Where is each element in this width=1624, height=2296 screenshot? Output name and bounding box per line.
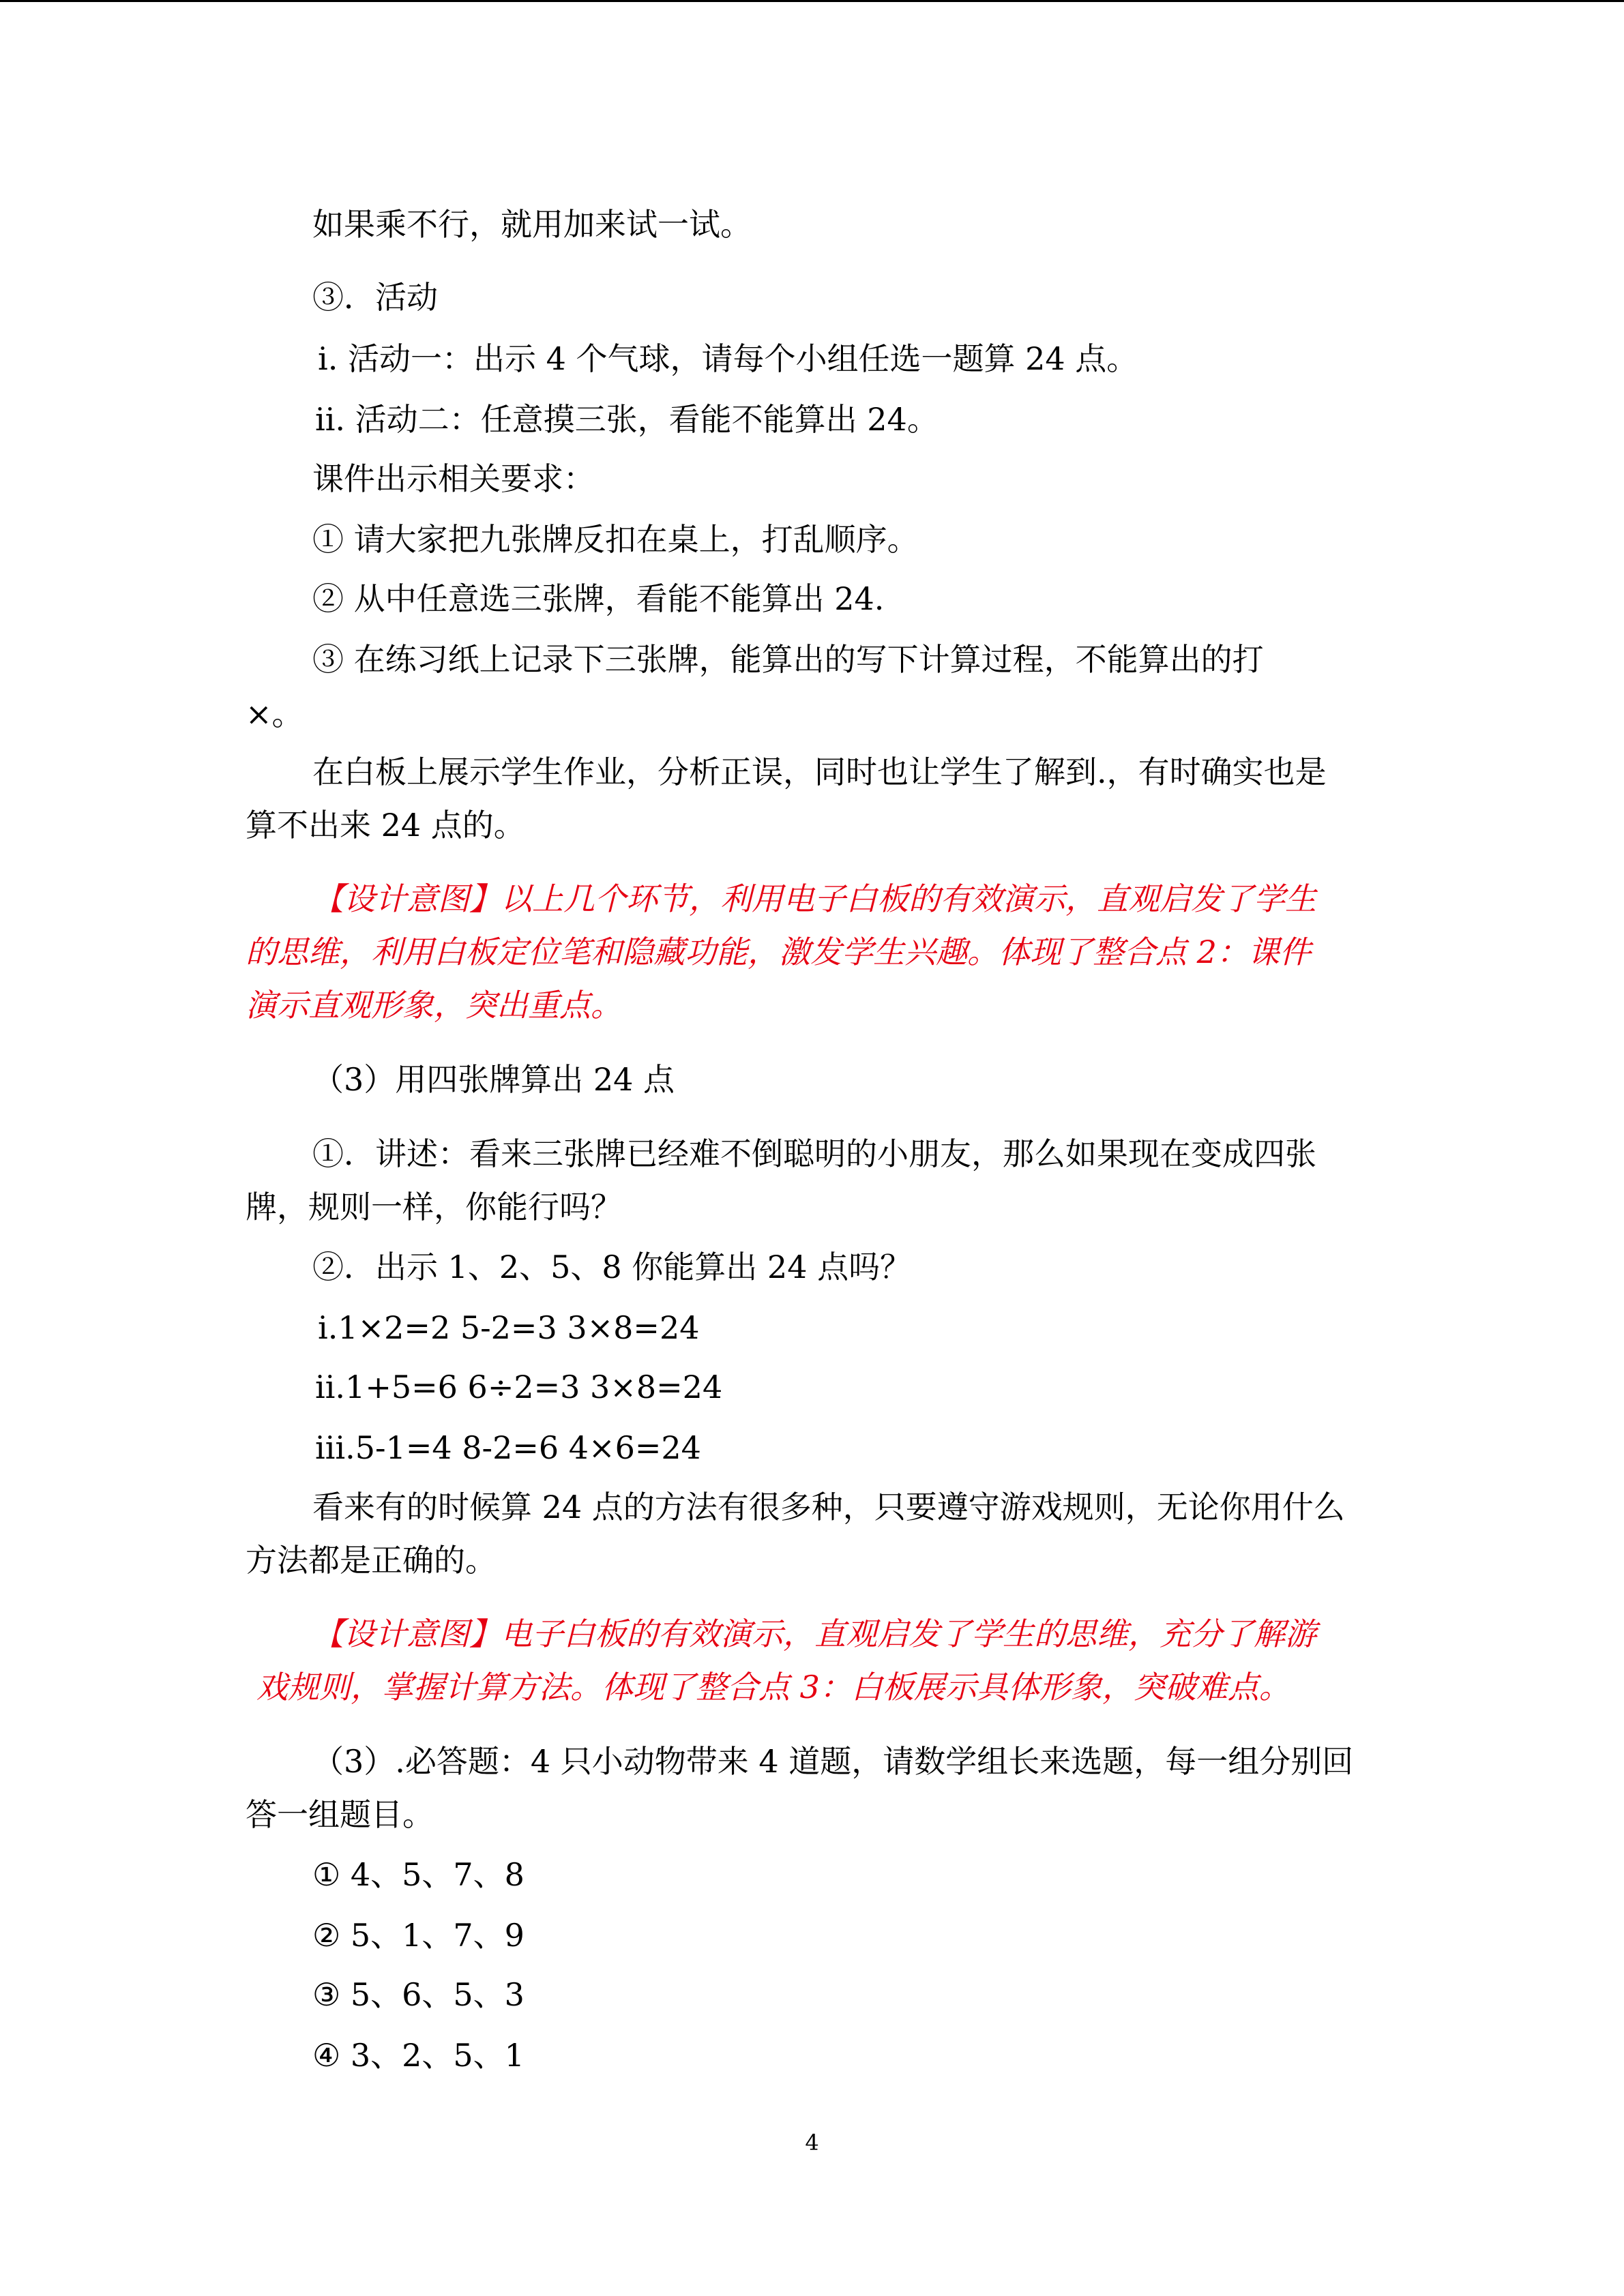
required-questions-line-1: （3）.必答题：4 只小动物带来 4 道题，请数学组长来选题，每一组分别回 [312, 1743, 1354, 1780]
solution-3: ⅲ.5-1=4 8-2=6 4×6=24 [315, 1429, 701, 1466]
narration-line-1: ①．讲述：看来三张牌已经难不倒聪明的小朋友，那么如果现在变成四张 [312, 1135, 1316, 1172]
design-intent-1-line-2: 的思维，利用白板定位笔和隐藏功能，激发学生兴趣。体现了整合点 2：课件 [246, 934, 1311, 970]
heading-activity: ③．活动 [312, 279, 438, 316]
design-intent-1-line-3: 演示直观形象，突出重点。 [246, 987, 622, 1024]
text-line-1: 如果乘不行，就用加来试一试。 [312, 206, 752, 243]
methods-paragraph-line-2: 方法都是正确的。 [246, 1542, 497, 1579]
requirement-1: ① 请大家把九张牌反扣在桌上，打乱顺序。 [312, 521, 919, 558]
top-border-line [0, 0, 1624, 2]
show-numbers-question: ②．出示 1、2、5、8 你能算出 24 点吗？ [312, 1249, 912, 1285]
design-intent-2-line-1: 【设计意图】电子白板的有效演示，直观启发了学生的思维，充分了解游 [312, 1615, 1316, 1652]
question-2: ② 5、1、7、9 [312, 1917, 525, 1954]
requirement-3-continued: ×。 [246, 696, 304, 732]
whiteboard-paragraph-line-1: 在白板上展示学生作业，分析正误，同时也让学生了解到.，有时确实也是 [312, 754, 1327, 790]
requirement-2: ② 从中任意选三张牌，看能不能算出 24. [312, 580, 885, 617]
required-questions-line-2: 答一组题目。 [246, 1796, 434, 1833]
methods-paragraph-line-1: 看来有的时候算 24 点的方法有很多种，只要遵守游戏规则，无论你用什么 [312, 1489, 1345, 1525]
solution-1: ⅰ.1×2=2 5-2=3 3×8=24 [318, 1309, 700, 1346]
design-intent-2-line-2: 戏规则，掌握计算方法。体现了整合点 3：白板展示具体形象，突破难点。 [256, 1669, 1290, 1705]
question-4: ④ 3、2、5、1 [312, 2037, 525, 2074]
solution-2: ⅱ.1+5=6 6÷2=3 3×8=24 [315, 1369, 723, 1405]
courseware-requirements-heading: 课件出示相关要求： [312, 460, 595, 497]
question-1: ① 4、5、7、8 [312, 1856, 525, 1893]
design-intent-1-line-1: 【设计意图】以上几个环节，利用电子白板的有效演示，直观启发了学生 [312, 880, 1316, 917]
section-heading-four-cards: （3）用四张牌算出 24 点 [312, 1061, 675, 1098]
narration-line-2: 牌，规则一样，你能行吗？ [246, 1189, 622, 1225]
page-number: 4 [805, 2130, 819, 2156]
activity-two: ⅱ. 活动二：任意摸三张，看能不能算出 24。 [315, 401, 939, 438]
requirement-3: ③ 在练习纸上记录下三张牌，能算出的写下计算过程，不能算出的打 [312, 641, 1264, 678]
whiteboard-paragraph-line-2: 算不出来 24 点的。 [246, 807, 525, 844]
activity-one: ⅰ. 活动一：出示 4 个气球，请每个小组任选一题算 24 点。 [318, 340, 1138, 377]
question-3: ③ 5、6、5、3 [312, 1976, 525, 2013]
